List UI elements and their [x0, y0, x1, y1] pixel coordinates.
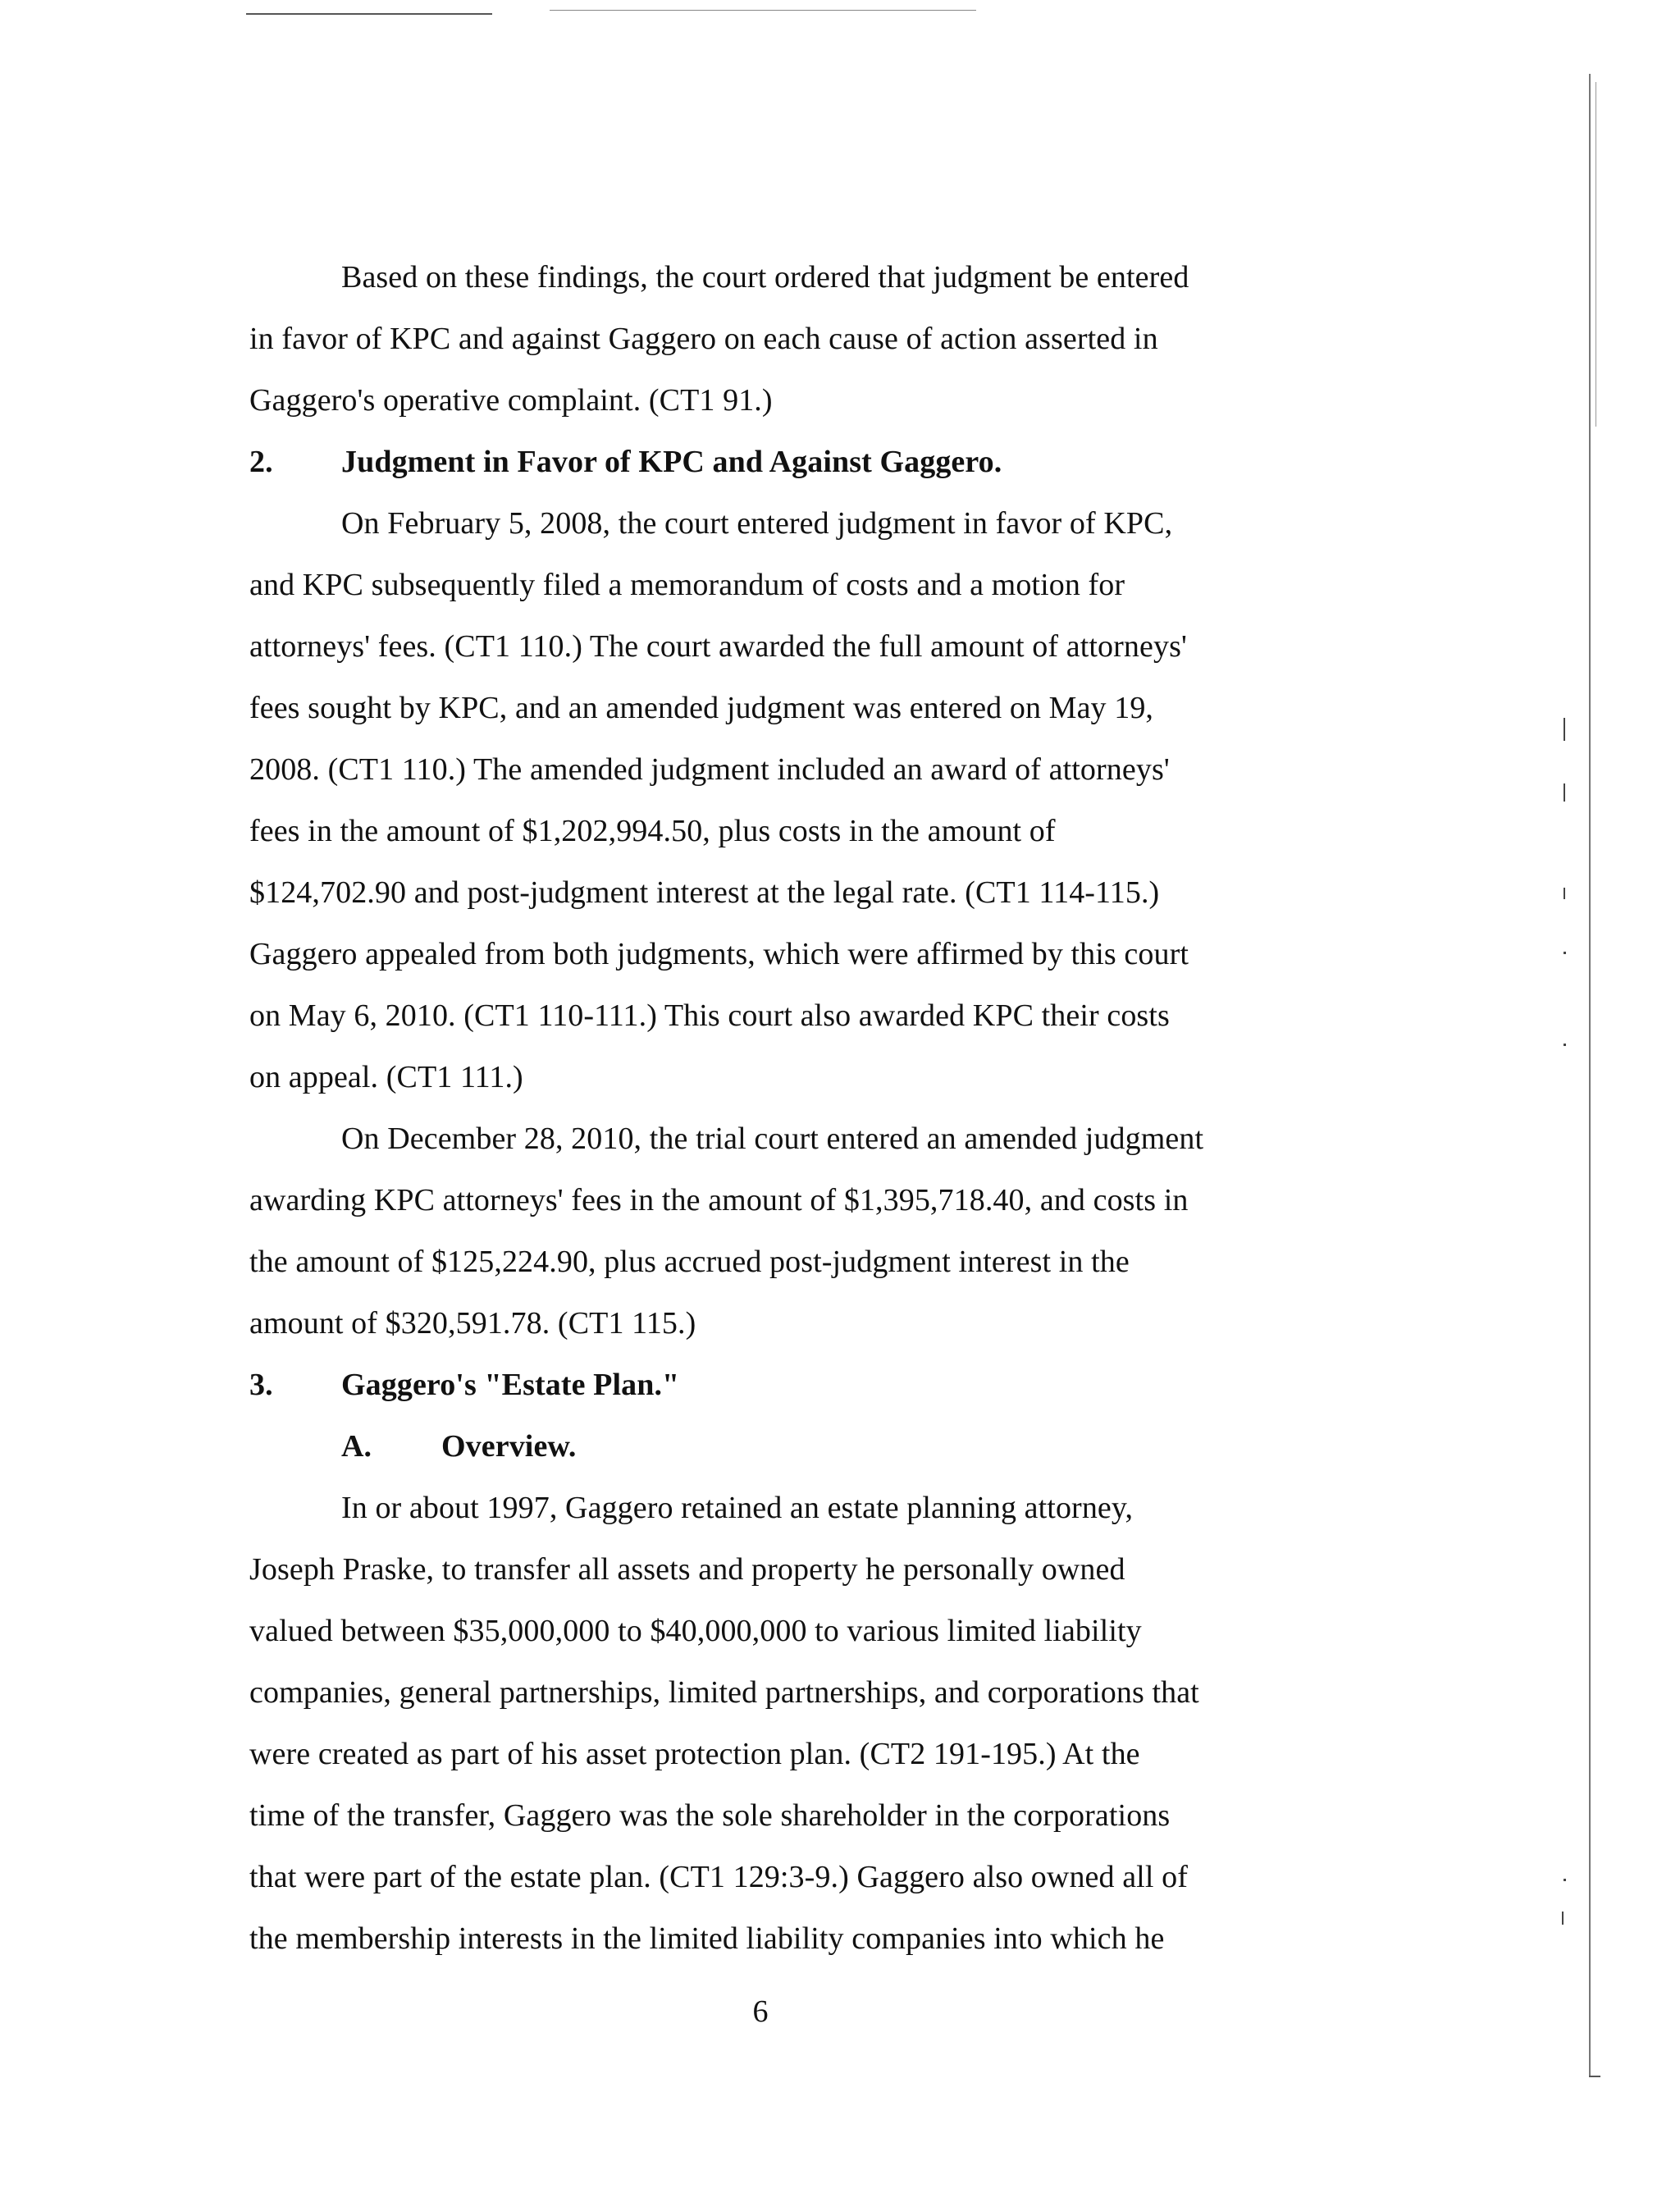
scan-artifact-speck	[1562, 1912, 1564, 1925]
paragraph-4-line-8: the membership interests in the limited liability companies into which he	[249, 1921, 1165, 1956]
paragraph-2-line-8: Gaggero appealed from both judgments, which were affirmed by this court	[249, 937, 1189, 971]
scan-artifact-speck	[1564, 952, 1566, 954]
scan-artifact-speck	[1564, 783, 1565, 802]
scan-artifact-speck	[1564, 888, 1565, 899]
paragraph-4-line-6: time of the transfer, Gaggero was the sole shareholder in the corporations	[249, 1798, 1171, 1833]
paragraph-1-line-2: in favor of KPC and against Gaggero on each cause of action asserted in	[249, 322, 1158, 356]
scan-artifact-top-line	[246, 13, 492, 15]
heading-3-number: 3.	[249, 1368, 273, 1402]
paragraph-2-line-10: on appeal. (CT1 111.)	[249, 1060, 523, 1094]
paragraph-1-line-3: Gaggero's operative complaint. (CT1 91.)	[249, 383, 773, 418]
scan-artifact-bottom-tick	[1589, 2076, 1600, 2077]
paragraph-2-line-5: 2008. (CT1 110.) The amended judgment included an award of attorneys'	[249, 752, 1170, 787]
paragraph-4-line-5: were created as part of his asset protection plan. (CT2 191-195.) At the	[249, 1737, 1140, 1771]
paragraph-2-line-2: and KPC subsequently filed a memorandum of costs and a motion for	[249, 568, 1125, 602]
page-number: 6	[752, 1994, 769, 2029]
paragraph-2-line-7: $124,702.90 and post-judgment interest at the legal rate. (CT1 114-115.)	[249, 875, 1160, 910]
paragraph-3-line-1: On December 28, 2010, the trial court entered an amended judgment	[341, 1121, 1204, 1156]
heading-3-title: Gaggero's "Estate Plan."	[341, 1368, 680, 1402]
subheading-a-title: Overview.	[441, 1429, 577, 1464]
scan-artifact-speck	[1564, 718, 1565, 741]
paragraph-2-line-1: On February 5, 2008, the court entered judgment in favor of KPC,	[341, 506, 1173, 541]
paragraph-4-line-1: In or about 1997, Gaggero retained an estate planning attorney,	[341, 1491, 1134, 1525]
paragraph-2-line-4: fees sought by KPC, and an amended judgment was entered on May 19,	[249, 691, 1154, 725]
paragraph-2-line-3: attorneys' fees. (CT1 110.) The court awarded the full amount of attorneys'	[249, 629, 1187, 664]
scan-artifact-top-line	[550, 10, 976, 11]
paragraph-3-line-3: the amount of $125,224.90, plus accrued post-judgment interest in the	[249, 1245, 1130, 1279]
heading-3	[249, 1367, 679, 1403]
paragraph-1-line-1: Based on these findings, the court ordered that judgment be entered	[341, 260, 1189, 295]
paragraph-4-line-2: Joseph Praske, to transfer all assets and property he personally owned	[249, 1552, 1125, 1587]
paragraph-3-line-4: amount of $320,591.78. (CT1 115.)	[249, 1306, 696, 1341]
paragraph-4-line-4: companies, general partnerships, limited partnerships, and corporations that	[249, 1675, 1199, 1710]
paragraph-3-line-2: awarding KPC attorneys' fees in the amount of $1,395,718.40, and costs in	[249, 1183, 1189, 1217]
paragraph-4-line-7: that were part of the estate plan. (CT1 129:3-9.) Gaggero also owned all of	[249, 1860, 1188, 1894]
scan-artifact-right-edge	[1589, 74, 1591, 2076]
subheading-a-number: A.	[341, 1429, 372, 1464]
paragraph-2-line-6: fees in the amount of $1,202,994.50, plus costs in the amount of	[249, 814, 1056, 848]
heading-2	[249, 444, 1002, 480]
heading-2-number: 2.	[249, 445, 273, 479]
paragraph-2-line-9: on May 6, 2010. (CT1 110-111.) This court also awarded KPC their costs	[249, 998, 1170, 1033]
scan-artifact-speck	[1564, 1879, 1566, 1881]
subheading-a	[341, 1428, 576, 1464]
scan-artifact-speck	[1564, 1044, 1566, 1046]
paragraph-4-line-3: valued between $35,000,000 to $40,000,000 to various limited liability	[249, 1614, 1142, 1648]
heading-2-title: Judgment in Favor of KPC and Against Gaggero.	[341, 445, 1002, 479]
